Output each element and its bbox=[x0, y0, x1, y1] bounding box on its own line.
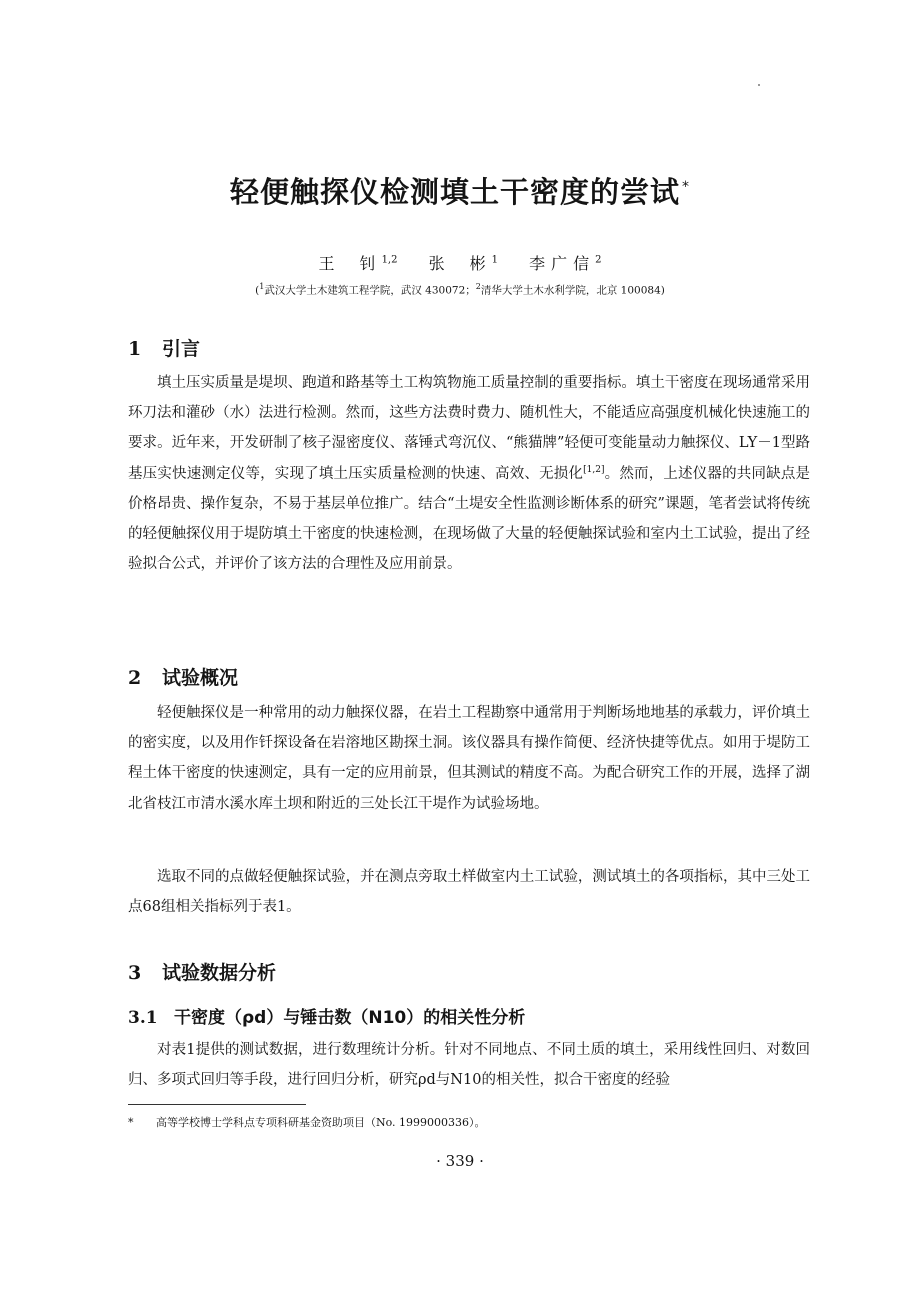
author: 王 钊$^{1,2}$ bbox=[318, 254, 398, 273]
affiliations: ($^1$武汉大学土木建筑工程学院，武汉 430072；$^2$清华大学土木水利学院，北京 100084) bbox=[255, 282, 665, 297]
title-text: 轻便触探仪检测填土干密度的尝试 bbox=[229, 175, 680, 209]
footnote-divider bbox=[128, 1104, 306, 1105]
paragraph-overview: 轻便触探仪是一种常用的动力触探仪器，在岩土工程勘察中通常用于判断场地地基的承载力，评价填土的密实度，以及用作钎探设备在岩溶地区勘探土洞。该仪器具有操作简便、经济快捷等优点。如用于堤防工程土体干密度的快速测定，具有一定的应用前景，但其测试的精度不高。为配合研究工作的开展，选择了湖北省枝江市清水溪水库土坝和附近的三处长江干堤作为试验场地。 bbox=[128, 705, 810, 812]
title-footnote-mark: * bbox=[682, 179, 690, 196]
paper-title bbox=[0, 170, 920, 211]
author: 李广信$^2$ bbox=[529, 254, 602, 273]
section-heading-1: 1 引言 bbox=[128, 338, 201, 360]
citation-ref[interactable]: [1,2] bbox=[583, 464, 605, 475]
footnote: * 高等学校博士学科点专项科研基金资助项目（No. 1999000336）。 bbox=[128, 1116, 486, 1129]
subsection-heading-3-1: 3.1 干密度（ρd）与锤击数（N10）的相关性分析 bbox=[128, 1008, 526, 1028]
section-heading-2: 2 试验概况 bbox=[128, 667, 239, 689]
page-number: · 339 · bbox=[436, 1152, 484, 1170]
section-heading-3: 3 试验数据分析 bbox=[128, 962, 277, 984]
author: 张 彬$^1$ bbox=[428, 254, 499, 273]
author-list bbox=[0, 251, 920, 274]
scan-speck bbox=[758, 84, 760, 86]
paragraph-sampling: 选取不同的点做轻便触探试验，并在测点旁取土样做室内土工试验，测试填土的各项指标，其中三处工点68组相关指标列于表1。 bbox=[128, 869, 810, 916]
paragraph-analysis: 对表1提供的测试数据，进行数理统计分析。针对不同地点、不同土质的填土，采用线性回归、对数回归、多项式回归等手段，进行回归分析，研究ρd与N10的相关性，拟合干密度的经验 bbox=[128, 1042, 810, 1089]
paragraph-introduction: 填土压实质量是堤坝、跑道和路基等土工构筑物施工质量控制的重要指标。填土干密度在现场通常采用环刀法和灌砂（水）法进行检测。然而，这些方法费时费力、随机性大，不能适应高强度机械化快速施工的要求。近年来，开发研制了核子湿密度仪、落锤式弯沉仪、“熊猫牌”轻便可变能量动力触探仪、LY－1型路基压实快速测定仪等，实现了填土压实质量检测的快速、高效、无损化[1,2]。然而，上述仪器的共同缺点是价格昂贵、操作复杂，不易于基层单位推广。结合“土堤安全性监测诊断体系的研究”课题，笔者尝试将传统的轻便触探仪用于堤防填土干密度的快速检测，在现场做了大量的轻便触探试验和室内土工试验，提出了经验拟合公式，并评价了该方法的合理性及应用前景。 bbox=[128, 375, 811, 573]
